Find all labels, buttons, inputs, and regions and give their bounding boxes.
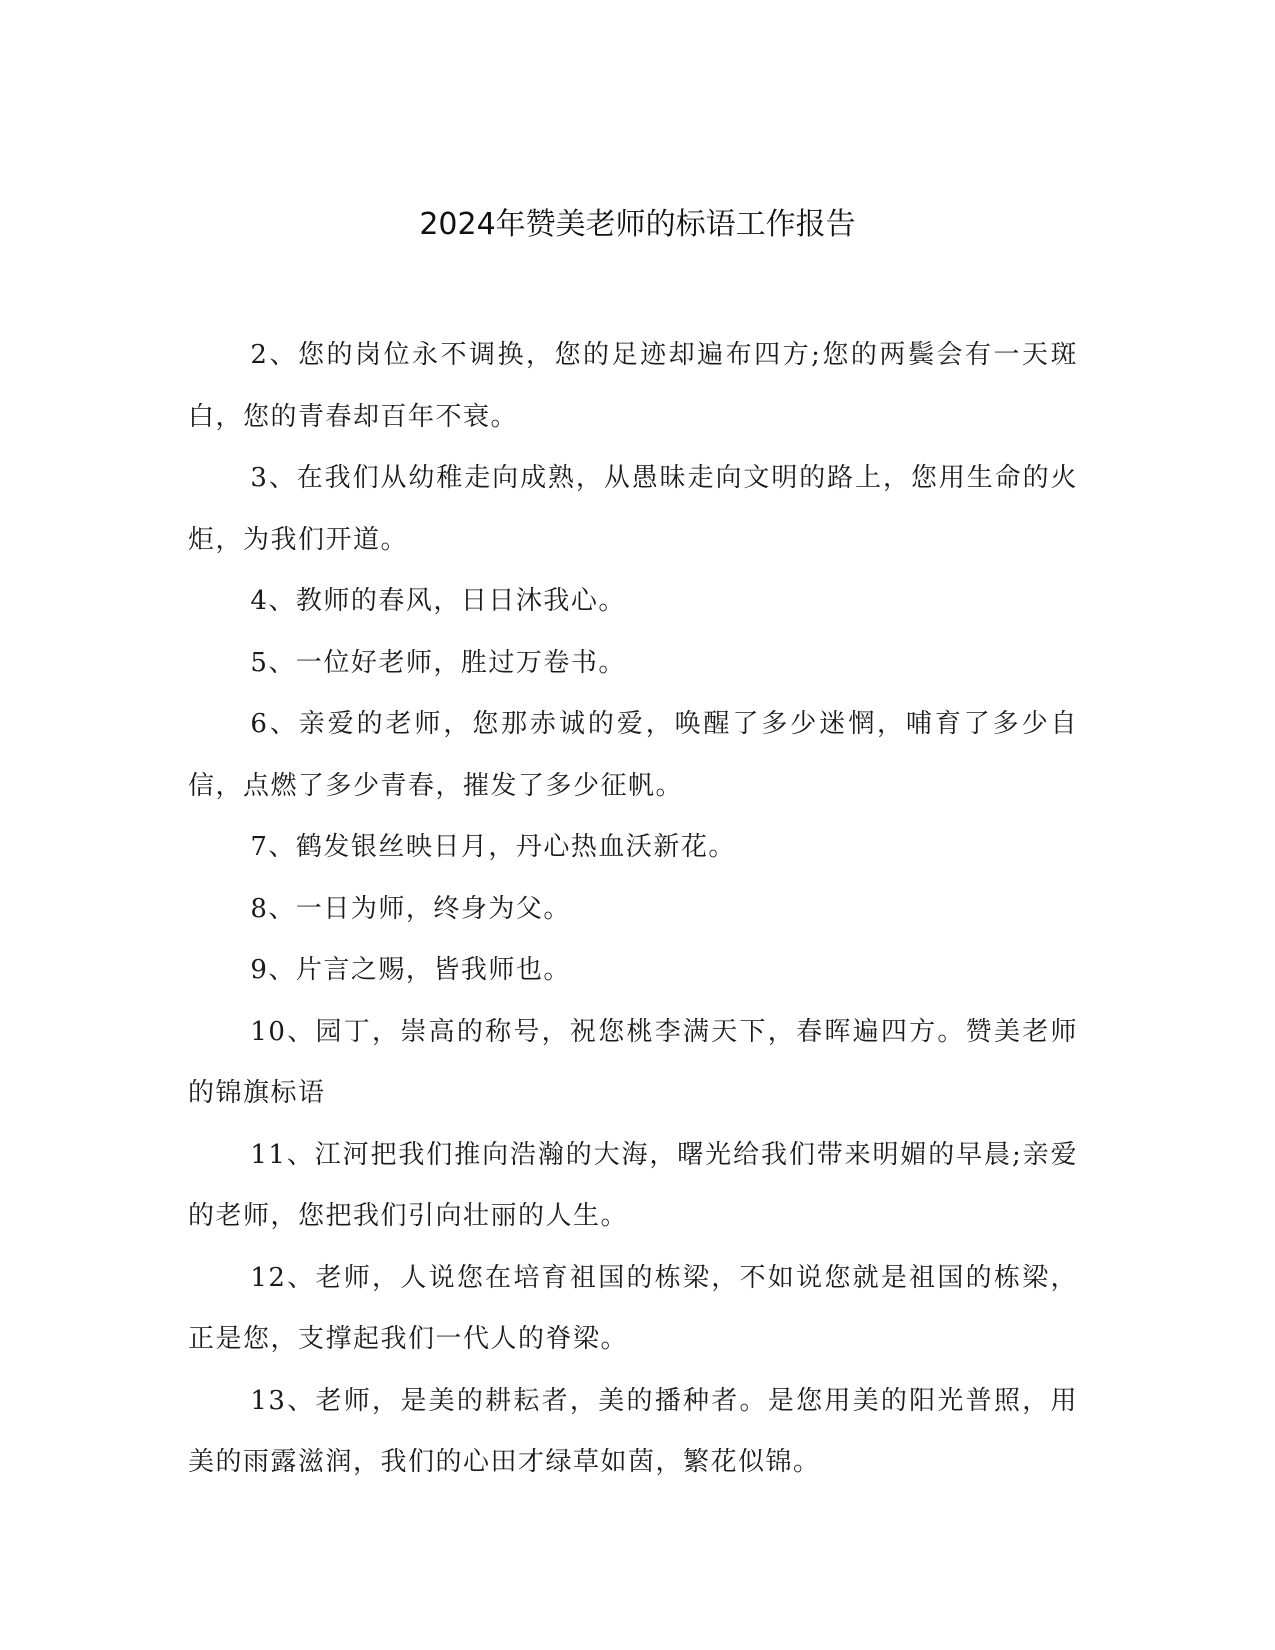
- paragraph: 6、亲爱的老师，您那赤诚的爱，唤醒了多少迷惘，哺育了多少自信，点燃了多少青春，摧发了多少征帆。: [188, 709, 1078, 801]
- paragraph: 9、片言之赐，皆我师也。: [250, 955, 571, 985]
- document-body: [188, 325, 1078, 1494]
- document-title: 2024年赞美老师的标语工作报告: [419, 207, 856, 242]
- paragraph: 4、教师的春风，日日沐我心。: [250, 586, 626, 616]
- paragraph: 7、鹤发银丝映日月，丹心热血沃新花。: [250, 832, 736, 862]
- paragraph: 3、在我们从幼稚走向成熟，从愚昧走向文明的路上，您用生命的火炬，为我们开道。: [188, 463, 1078, 555]
- paragraph: 10、园丁，崇高的称号，祝您桃李满天下，春晖遍四方。赞美老师的锦旗标语: [188, 1016, 1078, 1108]
- paragraph: 8、一日为师，终身为父。: [250, 893, 571, 924]
- paragraph: 12、老师，人说您在培育祖国的栋梁，不如说您就是祖国的栋梁，正是您，支撑起我们一代人的脊梁。: [188, 1262, 1078, 1354]
- paragraph: 5、一位好老师，胜过万卷书。: [250, 647, 626, 678]
- paragraph: 11、江河把我们推向浩瀚的大海，曙光给我们带来明媚的早晨;亲爱的老师，您把我们引向壮丽的人生。: [188, 1139, 1078, 1231]
- paragraph: 13、老师，是美的耕耘者，美的播种者。是您用美的阳光普照，用美的雨露滋润，我们的心田才绿草如茵，繁花似锦。: [188, 1385, 1078, 1477]
- paragraph: 2、您的岗位永不调换，您的足迹却遍布四方;您的两鬓会有一天斑白，您的青春却百年不衰。: [188, 340, 1078, 432]
